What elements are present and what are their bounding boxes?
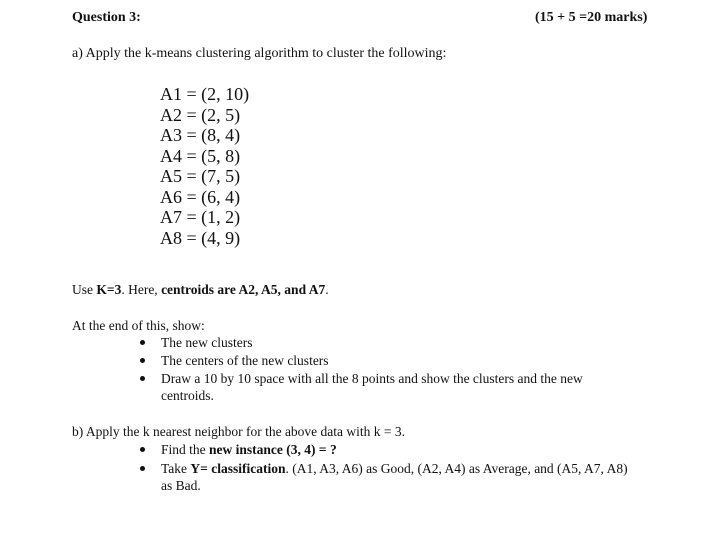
point-item: A7 = (1, 2)	[160, 207, 241, 227]
point-item: A4 = (5, 8)	[160, 145, 241, 166]
use-k-prefix: Use	[72, 282, 97, 297]
list-item	[138, 441, 631, 458]
classification-text: Y= classification	[190, 461, 286, 476]
knn-item-prefix: Find the	[161, 442, 210, 457]
centroids-text: centroids are A2, A5, and A7	[161, 282, 326, 297]
point-item: A5 = (7, 5)	[160, 166, 241, 186]
show-item-text: The centers of the new clusters	[161, 353, 329, 368]
list-item	[138, 352, 631, 369]
knn-list	[138, 441, 631, 496]
point-item: A3 = (8, 4)	[160, 125, 241, 145]
list-item	[138, 334, 631, 351]
part-b-intro: b) Apply the k nearest neighbor for the above data with k = 3.	[72, 424, 406, 439]
end-show-label: At the end of this, show:	[72, 318, 205, 333]
part-a-intro: a) Apply the k-means clustering algorithm to cluster the following:	[72, 46, 447, 61]
bullet-icon	[140, 358, 145, 363]
list-item	[138, 370, 631, 404]
question-title: Question 3:	[72, 10, 141, 25]
show-list	[138, 334, 631, 405]
points-list	[160, 84, 249, 248]
bullet-icon	[140, 447, 145, 452]
point-item: A6 = (6, 4)	[160, 186, 241, 207]
point-item: A8 = (4, 9)	[160, 227, 241, 248]
show-item-text: Draw a 10 by 10 space with all the 8 points and show the clusters and the new centroids.	[161, 371, 583, 403]
bullet-icon	[140, 340, 145, 345]
bullet-icon	[140, 466, 145, 471]
use-k-middle: . Here,	[121, 282, 162, 297]
bullet-icon	[140, 376, 145, 381]
classification-rest: . (A1, A3, A6) as Good, (A2, A4) as Average, and (A5, A7, A8) as Bad.	[161, 461, 628, 493]
use-k-suffix: .	[325, 282, 329, 297]
show-item-text: The new clusters	[161, 335, 253, 350]
knn-item-prefix: Take	[161, 461, 191, 476]
use-k-line	[72, 282, 329, 298]
k-value: K=3	[96, 282, 122, 297]
marks-label: (15 + 5 =20 marks)	[535, 10, 648, 25]
list-item	[138, 460, 631, 494]
point-item: A1 = (2, 10)	[160, 84, 250, 104]
new-instance-text: new instance (3, 4) = ?	[209, 442, 337, 457]
point-item: A2 = (2, 5)	[160, 104, 241, 125]
